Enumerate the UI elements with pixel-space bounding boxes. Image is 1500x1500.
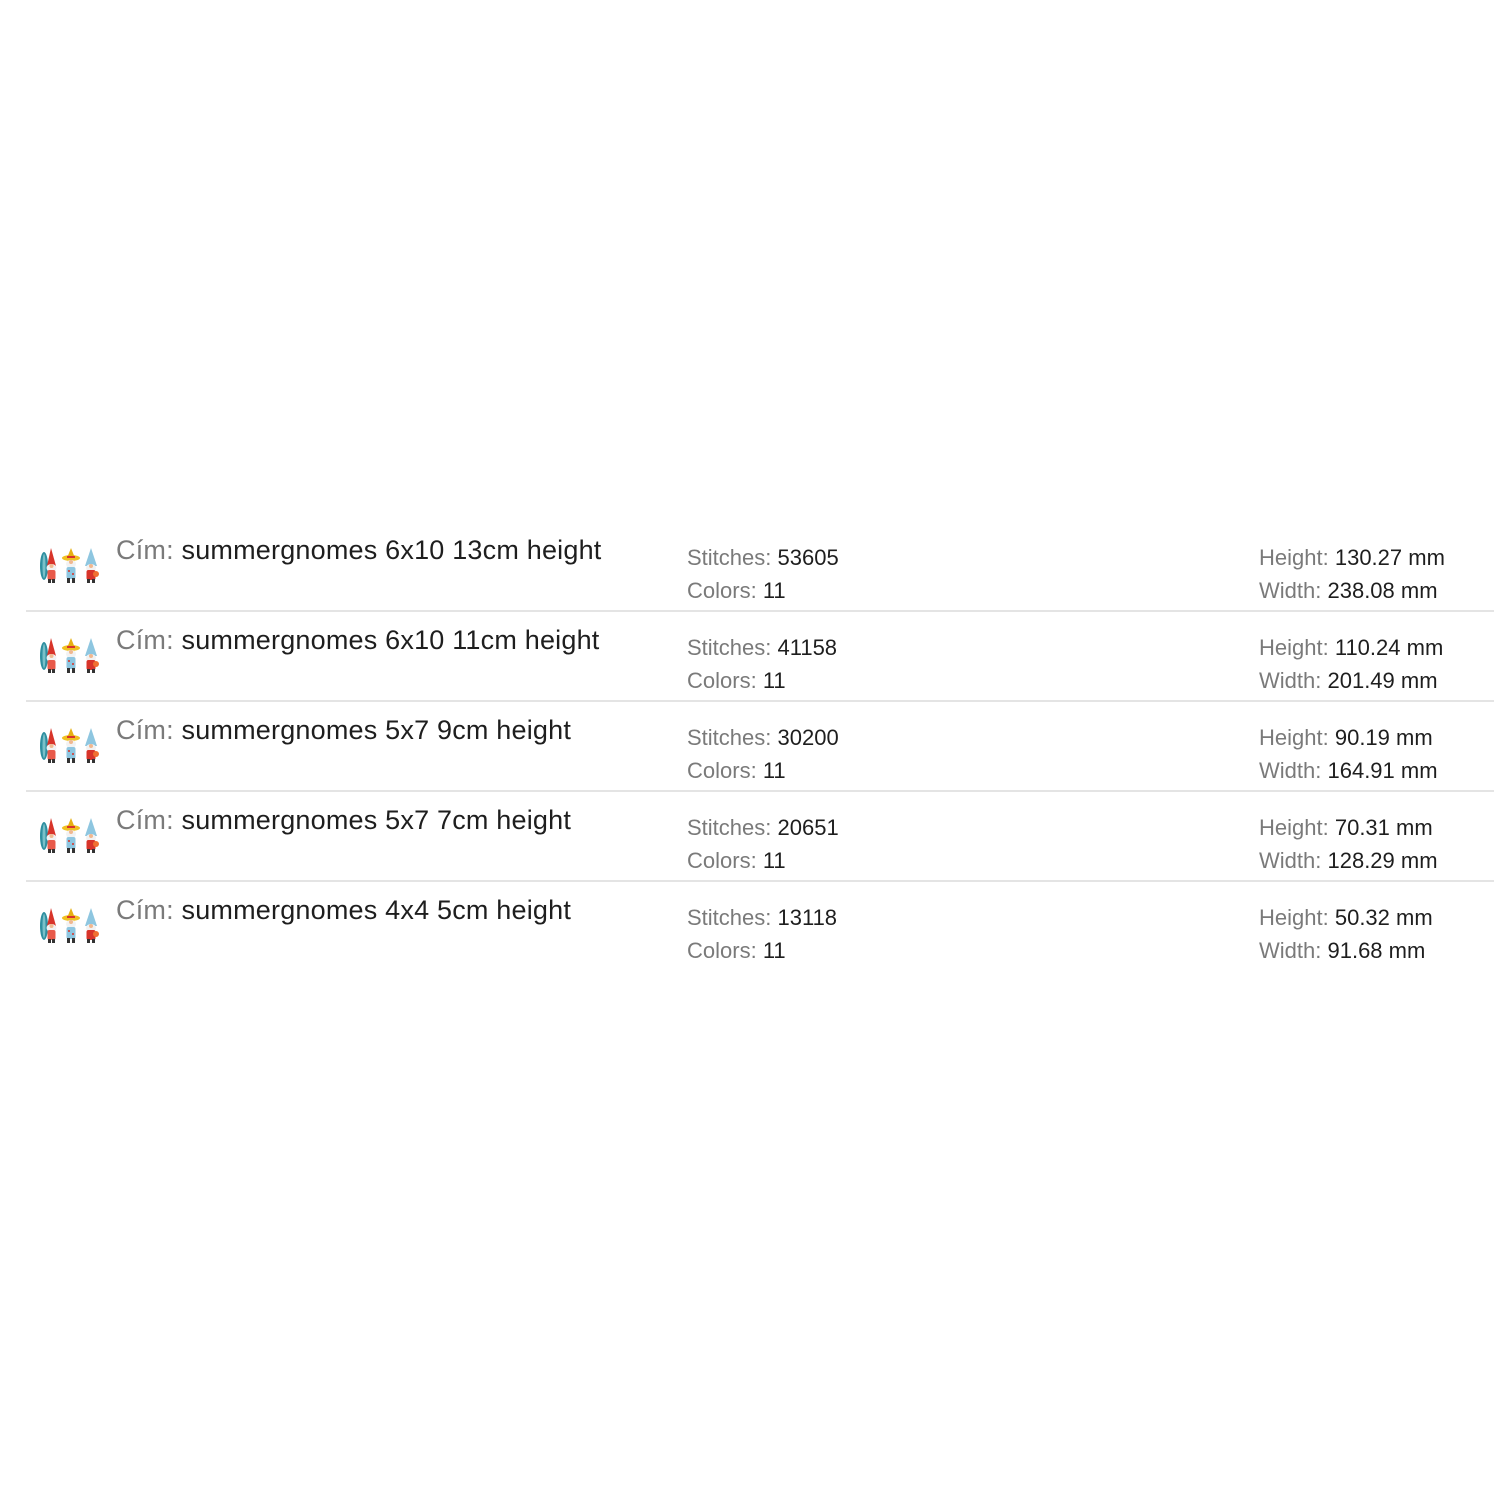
width-label: Width: — [1259, 578, 1322, 603]
colors-value: 11 — [762, 578, 786, 603]
design-title — [116, 805, 571, 836]
width-value: 91.68 mm — [1327, 938, 1426, 963]
width-value: 201.49 mm — [1327, 668, 1438, 693]
dimension-stats — [1259, 541, 1445, 607]
summer-gnomes-thumbnail-icon — [38, 816, 102, 854]
design-name: summergnomes 6x10 13cm height — [181, 535, 602, 565]
colors-value: 11 — [762, 758, 786, 783]
colors-value: 11 — [762, 938, 786, 963]
height-value: 130.27 mm — [1334, 545, 1445, 570]
height-label: Height: — [1259, 635, 1329, 660]
title-label: Cím: — [116, 895, 174, 925]
design-row[interactable] — [26, 702, 1494, 792]
dimension-stats — [1259, 901, 1433, 967]
stitches-label: Stitches: — [687, 815, 772, 840]
summer-gnomes-thumbnail-icon — [38, 546, 102, 584]
colors-label: Colors: — [687, 758, 757, 783]
design-row[interactable] — [26, 792, 1494, 882]
colors-value: 11 — [762, 848, 786, 873]
design-title — [116, 895, 571, 926]
stitches-value: 13118 — [777, 905, 838, 930]
title-label: Cím: — [116, 535, 174, 565]
design-title — [116, 535, 602, 566]
dimension-stats — [1259, 631, 1443, 697]
height-label: Height: — [1259, 815, 1329, 840]
design-title — [116, 715, 571, 746]
stitch-stats — [687, 721, 839, 787]
height-label: Height: — [1259, 905, 1329, 930]
height-value: 70.31 mm — [1334, 815, 1433, 840]
colors-label: Colors: — [687, 668, 757, 693]
stitch-stats — [687, 811, 839, 877]
stitches-value: 30200 — [777, 725, 839, 750]
summer-gnomes-thumbnail-icon — [38, 636, 102, 674]
design-title — [116, 625, 600, 656]
stitches-label: Stitches: — [687, 635, 772, 660]
width-value: 238.08 mm — [1327, 578, 1438, 603]
dimension-stats — [1259, 721, 1438, 787]
title-label: Cím: — [116, 805, 174, 835]
height-label: Height: — [1259, 725, 1329, 750]
stitch-stats — [687, 901, 837, 967]
stitch-stats — [687, 541, 839, 607]
stitches-label: Stitches: — [687, 725, 772, 750]
stitches-label: Stitches: — [687, 905, 772, 930]
design-name: summergnomes 4x4 5cm height — [181, 895, 572, 925]
stitches-value: 20651 — [777, 815, 839, 840]
colors-value: 11 — [762, 668, 786, 693]
width-label: Width: — [1259, 848, 1322, 873]
width-label: Width: — [1259, 938, 1322, 963]
design-name: summergnomes 5x7 9cm height — [181, 715, 572, 745]
stitches-value: 41158 — [777, 635, 838, 660]
design-row[interactable] — [26, 612, 1494, 702]
stitches-label: Stitches: — [687, 545, 772, 570]
height-value: 90.19 mm — [1334, 725, 1433, 750]
summer-gnomes-thumbnail-icon — [38, 726, 102, 764]
colors-label: Colors: — [687, 938, 757, 963]
stitches-value: 53605 — [777, 545, 839, 570]
colors-label: Colors: — [687, 848, 757, 873]
design-row[interactable] — [26, 882, 1494, 972]
design-row[interactable] — [26, 522, 1494, 612]
title-label: Cím: — [116, 715, 174, 745]
title-label: Cím: — [116, 625, 174, 655]
width-label: Width: — [1259, 668, 1322, 693]
colors-label: Colors: — [687, 578, 757, 603]
dimension-stats — [1259, 811, 1438, 877]
height-value: 50.32 mm — [1334, 905, 1433, 930]
design-name: summergnomes 6x10 11cm height — [181, 625, 600, 655]
width-value: 164.91 mm — [1327, 758, 1438, 783]
summer-gnomes-thumbnail-icon — [38, 906, 102, 944]
design-name: summergnomes 5x7 7cm height — [181, 805, 572, 835]
width-value: 128.29 mm — [1327, 848, 1438, 873]
height-value: 110.24 mm — [1334, 635, 1444, 660]
height-label: Height: — [1259, 545, 1329, 570]
stitch-stats — [687, 631, 837, 697]
design-list — [26, 522, 1494, 972]
width-label: Width: — [1259, 758, 1322, 783]
